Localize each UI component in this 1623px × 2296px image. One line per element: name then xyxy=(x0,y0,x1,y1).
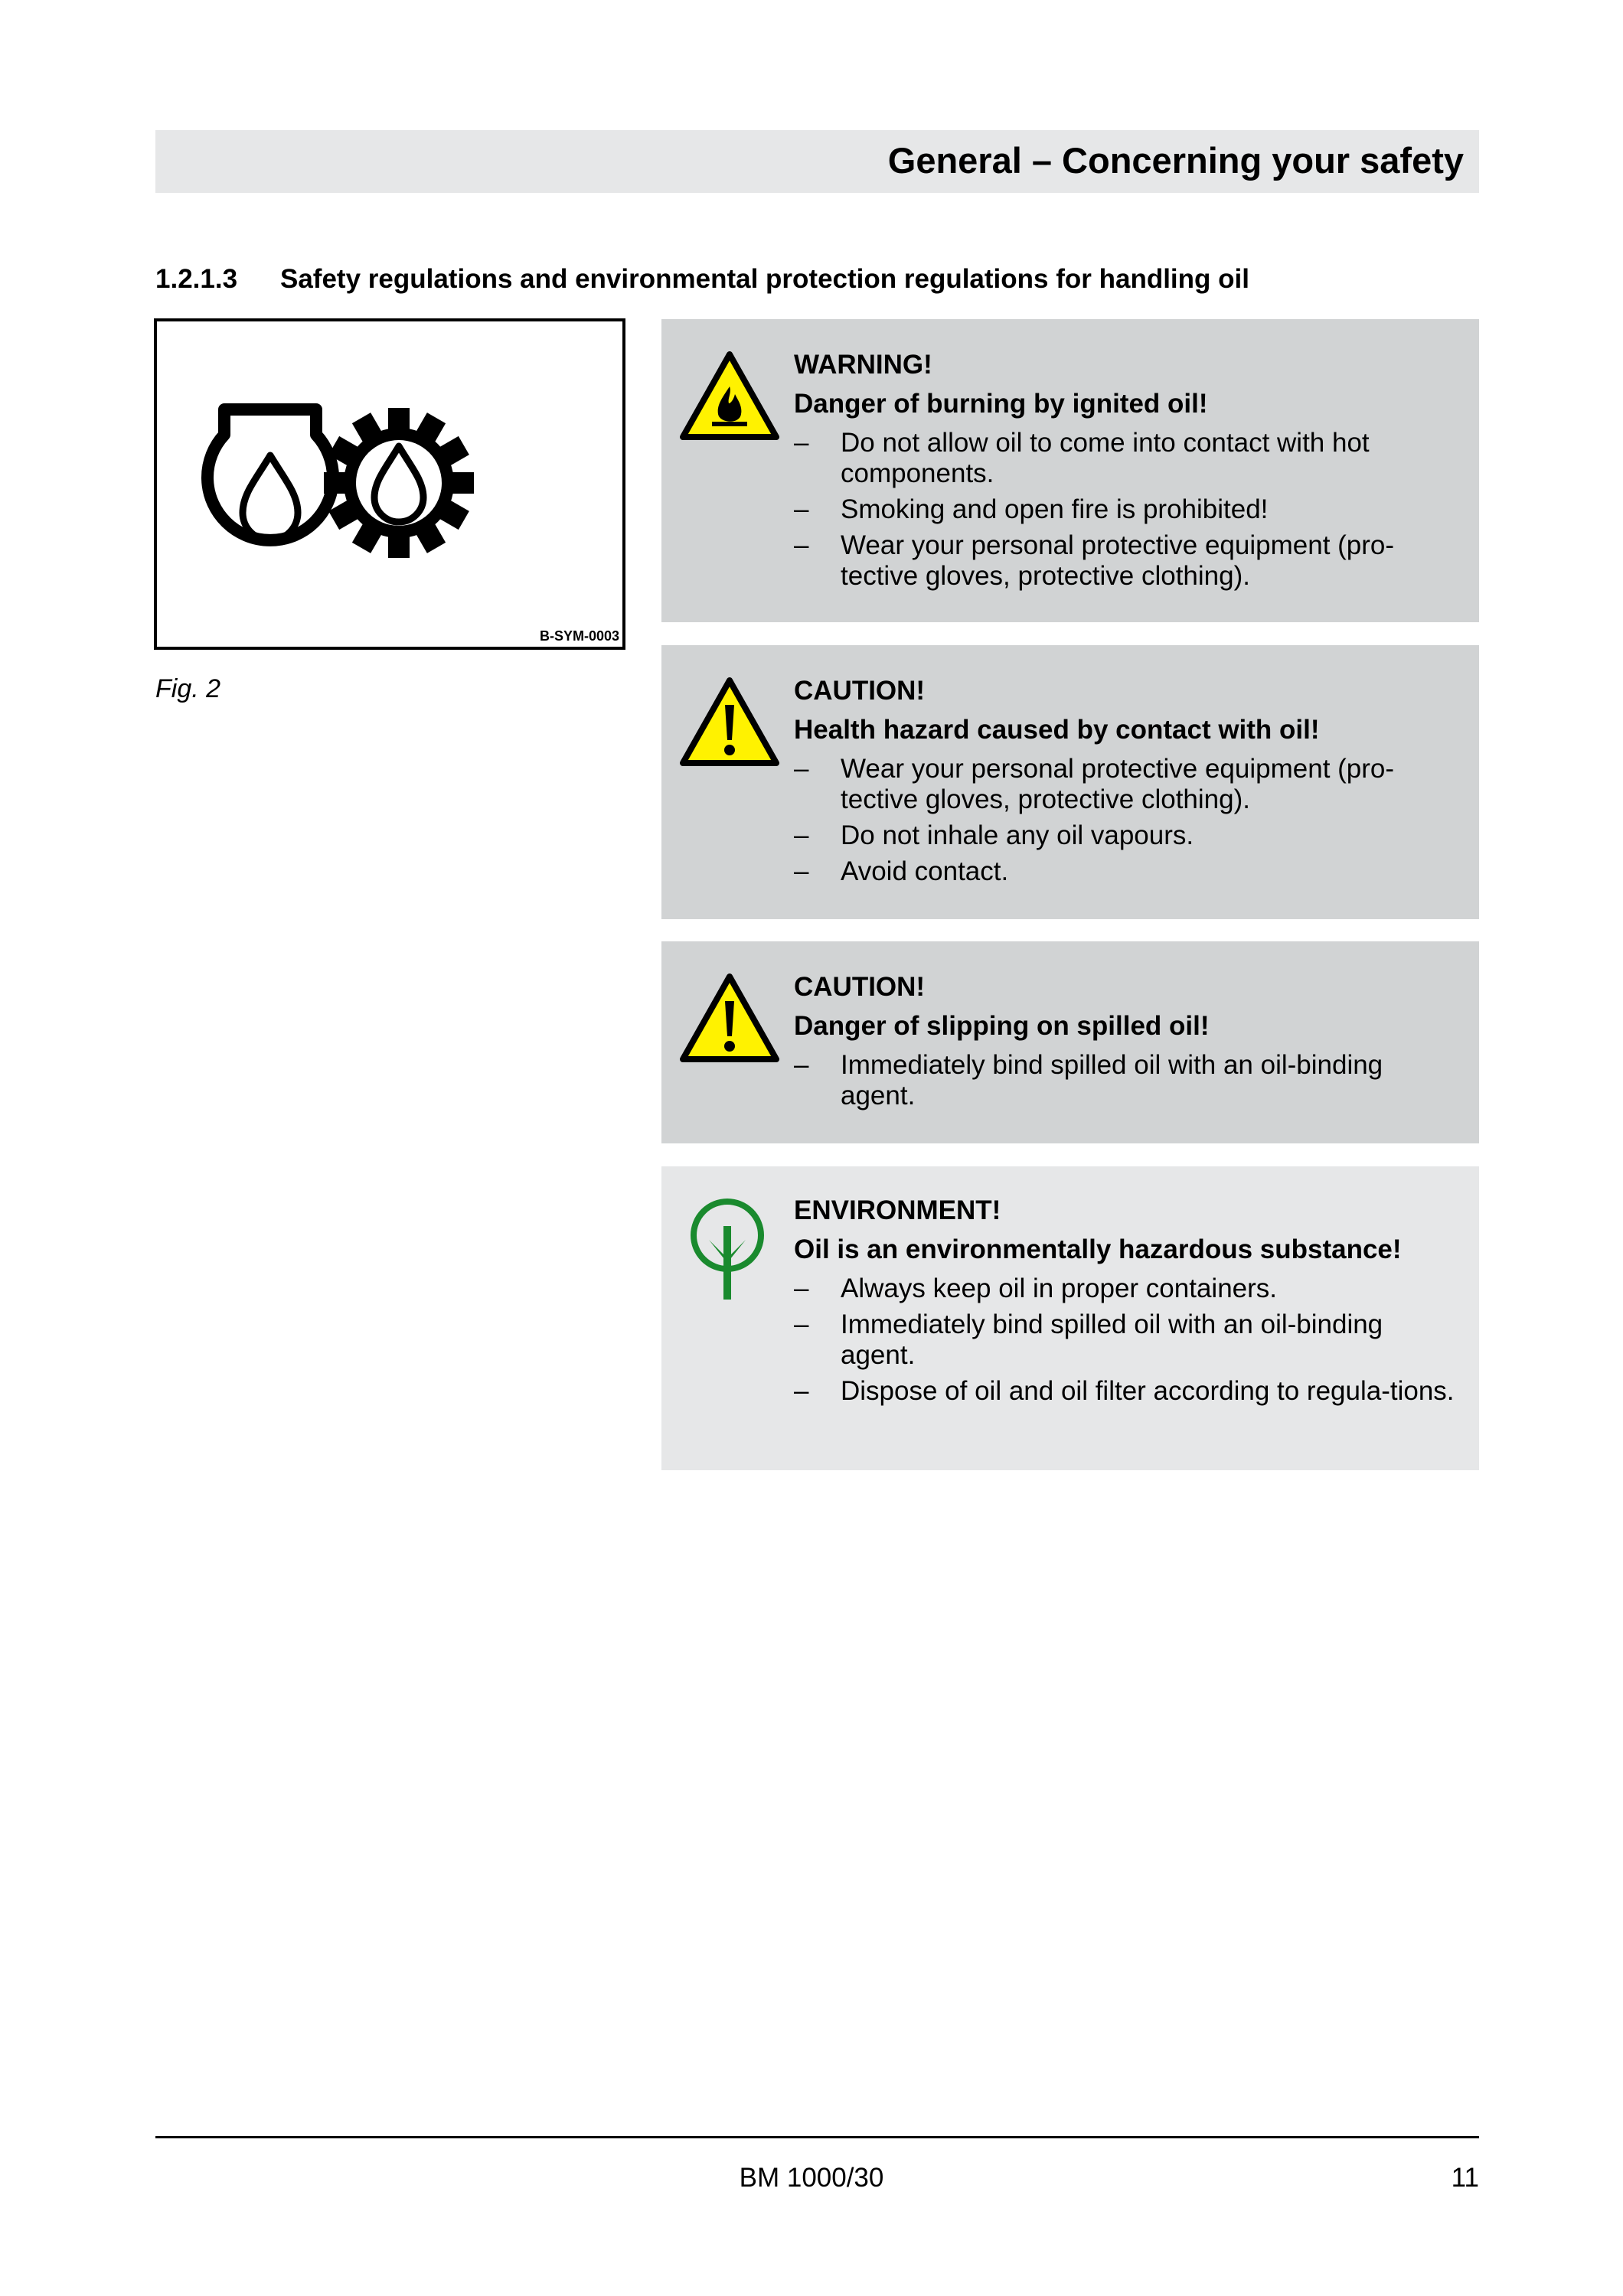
list-item: – Do not allow oil to come into contact with hot components. xyxy=(794,428,1370,488)
section-heading xyxy=(155,262,1249,297)
notice-type: CAUTION! xyxy=(794,972,926,1002)
figure-frame xyxy=(154,318,625,650)
exclamation-warning-icon xyxy=(678,676,781,768)
list-item: – Wear your personal protective equipment (pro-tective gloves, protective clothing). xyxy=(794,754,1395,814)
list-item: – Avoid contact. xyxy=(794,856,1009,886)
notice-headline: Danger of slipping on spilled oil! xyxy=(794,1011,1210,1041)
warning-notice-burning xyxy=(661,319,1479,622)
footer-document-id: BM 1000/30 xyxy=(739,2163,884,2193)
figure-caption: Fig. 2 xyxy=(155,674,221,703)
notice-headline: Danger of burning by ignited oil! xyxy=(794,389,1208,419)
notice-list xyxy=(794,754,1464,887)
section-title: Safety regulations and environmental protection regulations for handling oil xyxy=(280,264,1249,294)
list-item: – Dispose of oil and oil filter according to regula-tions. xyxy=(794,1376,1455,1406)
notice-text xyxy=(794,676,1464,892)
notice-text xyxy=(794,972,1464,1117)
notice-type: ENVIRONMENT! xyxy=(794,1195,1001,1225)
figure-code: B-SYM-0003 xyxy=(539,628,619,644)
gear-oil-drop-icon xyxy=(324,408,474,558)
section-number: 1.2.1.3 xyxy=(155,264,238,294)
notice-list xyxy=(794,428,1464,592)
notice-list xyxy=(794,1050,1464,1111)
list-item: – Wear your personal protective equipment (pro-tective gloves, protective clothing). xyxy=(794,530,1395,591)
notice-text xyxy=(794,350,1464,597)
fire-warning-icon xyxy=(678,350,781,442)
environment-notice xyxy=(661,1166,1479,1470)
footer-divider xyxy=(155,2136,1479,2138)
list-item: – Do not inhale any oil vapours. xyxy=(794,820,1194,850)
list-item: – Smoking and open fire is prohibited! xyxy=(794,494,1269,524)
page-header xyxy=(155,130,1479,193)
notice-headline: Oil is an environmentally hazardous substance! xyxy=(794,1234,1402,1264)
notice-list xyxy=(794,1274,1464,1407)
tree-environment-icon xyxy=(678,1195,781,1303)
header-title: General – Concerning your safety xyxy=(887,140,1464,181)
list-item: – Immediately bind spilled oil with an oil-binding agent. xyxy=(794,1050,1383,1110)
caution-notice-slipping xyxy=(661,941,1479,1143)
oil-can-drop-icon xyxy=(207,409,333,540)
notice-type: CAUTION! xyxy=(794,676,926,706)
notice-headline: Health hazard caused by contact with oil! xyxy=(794,715,1320,745)
exclamation-warning-icon xyxy=(678,972,781,1064)
list-item: – Always keep oil in proper containers. xyxy=(794,1274,1278,1303)
caution-notice-health xyxy=(661,645,1479,919)
page-number: 11 xyxy=(1451,2163,1479,2193)
figure-artwork xyxy=(157,321,622,647)
notice-type: WARNING! xyxy=(794,350,932,380)
notice-text xyxy=(794,1195,1464,1412)
list-item: – Immediately bind spilled oil with an oil-binding agent. xyxy=(794,1309,1383,1370)
